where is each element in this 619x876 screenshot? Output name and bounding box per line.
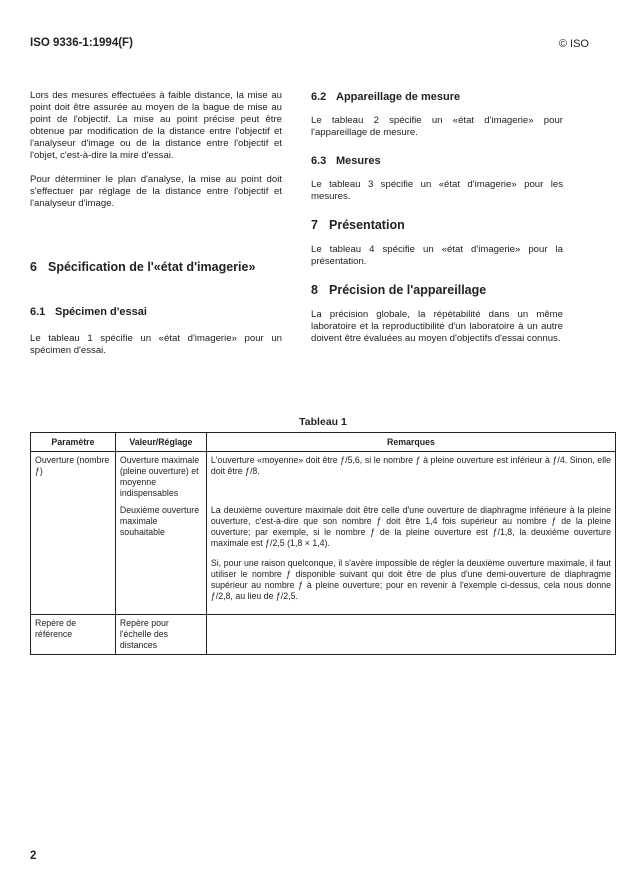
- section-7-heading: [311, 218, 405, 232]
- copyright-notice: © ISO: [558, 38, 589, 50]
- section-title: Présentation: [329, 218, 405, 232]
- section-title: Appareillage de mesure: [336, 91, 461, 103]
- section-6-2-text: Le tableau 2 spécifie un «état d'imagerie» pour l'appareillage de mesure.: [311, 115, 563, 139]
- section-title: Spécimen d'essai: [55, 306, 147, 318]
- remark-text: La deuxième ouverture maximale doit être celle d'une ouverture de diaphragme inférieure à la pleine ouverture, c'est-à-dire que son nombre ƒ doit être 1,4 fois supérieur au nombre ƒ de la pleine ouverture; par exemple, si le nombre ƒ de la pleine ouverture est ƒ/1,8, la deuxième ouverture maximale est ƒ/2,5 (1,8 × 1,4).: [210, 505, 611, 548]
- section-number: 6: [30, 260, 37, 274]
- table-row: [31, 502, 616, 615]
- section-6-heading: [30, 260, 255, 274]
- section-6-3-text: Le tableau 3 spécifie un «état d'imagerie» pour les mesures.: [311, 179, 563, 203]
- section-number: 8: [311, 283, 318, 297]
- section-number: 6.2: [311, 91, 327, 103]
- intro-paragraph-1: Lors des mesures effectuées à faible distance, la mise au point doit être assurée au moyen de la bague de mise au point de l'objectif. La mise au point précise peut être obtenue par modification de la distance entre l'objectif et l'analyseur d'image ou de la distance entre l'objectif et l'objet, c'est-à-dire la mire d'essai.: [30, 90, 282, 162]
- value-text: Deuxième ouverture maximale souhaitable: [119, 505, 200, 537]
- param-cell: Ouverture (nombre ƒ): [31, 452, 116, 615]
- section-6-1-heading: [30, 306, 147, 318]
- table-row: [31, 615, 616, 655]
- table-caption: Tableau 1: [299, 416, 347, 428]
- value-cell: [115, 452, 206, 503]
- remark-cell: [206, 452, 615, 503]
- remark-cell: [206, 502, 615, 615]
- section-6-2-heading: [311, 91, 460, 103]
- section-6-1-text: Le tableau 1 spécifie un «état d'imagerie» pour un spécimen d'essai.: [30, 333, 282, 357]
- remark-cell: [206, 615, 615, 655]
- column-header-valeur: Valeur/Réglage: [115, 433, 206, 452]
- left-column: [30, 90, 282, 221]
- section-number: 7: [311, 218, 318, 232]
- document-standard-id: ISO 9336-1:1994(F): [30, 37, 133, 49]
- value-cell: Repère pour l'échelle des distances: [115, 615, 206, 655]
- section-6-3-heading: [311, 155, 381, 167]
- section-number: 6.1: [30, 306, 46, 318]
- column-header-parametre: Paramètre: [31, 433, 116, 452]
- page-number: 2: [30, 850, 37, 862]
- value-text: Ouverture maximale (pleine ouverture) et moyenne indispensables: [119, 455, 200, 498]
- section-title: Mesures: [336, 155, 381, 167]
- section-number: 6.3: [311, 155, 327, 167]
- intro-paragraph-2: Pour déterminer le plan d'analyse, la mise au point doit s'effectuer par réglage de la distance entre l'objectif et l'analyseur d'image.: [30, 173, 282, 209]
- value-cell: [115, 502, 206, 615]
- column-header-remarques: Remarques: [206, 433, 615, 452]
- param-cell: Repère de référence: [31, 615, 116, 655]
- section-8-heading: [311, 283, 486, 297]
- section-title: Spécification de l'«état d'imagerie»: [48, 260, 256, 274]
- table-row: [31, 452, 616, 503]
- section-title: Précision de l'appareillage: [329, 283, 487, 297]
- section-7-text: Le tableau 4 spécifie un «état d'imagerie» pour la présentation.: [311, 244, 563, 268]
- remark-text: Si, pour une raison quelconque, il s'avère impossible de régler la deuxième ouverture maximale, il faut utiliser le nombre ƒ disponible suivant qui doit être de plus d'une demi-ouverture de diaphragme supérieur au nombre ƒ à pleine ouverture; pour en revenir à l'exemple ci-dessus, cela nous donne ƒ/2,8, au lieu de ƒ/2,5.: [210, 558, 611, 601]
- table-1: [30, 432, 616, 655]
- remark-text: L'ouverture «moyenne» doit être ƒ/5,6, si le nombre ƒ à pleine ouverture est inférieur à ƒ/4. Sinon, elle doit être ƒ/8.: [210, 455, 611, 476]
- section-8-text: La précision globale, la répétabilité dans un même laboratoire et la reproductibilité d'un laboratoire à un autre doivent être évaluées au moyen d'objectifs d'essai connus.: [311, 309, 563, 345]
